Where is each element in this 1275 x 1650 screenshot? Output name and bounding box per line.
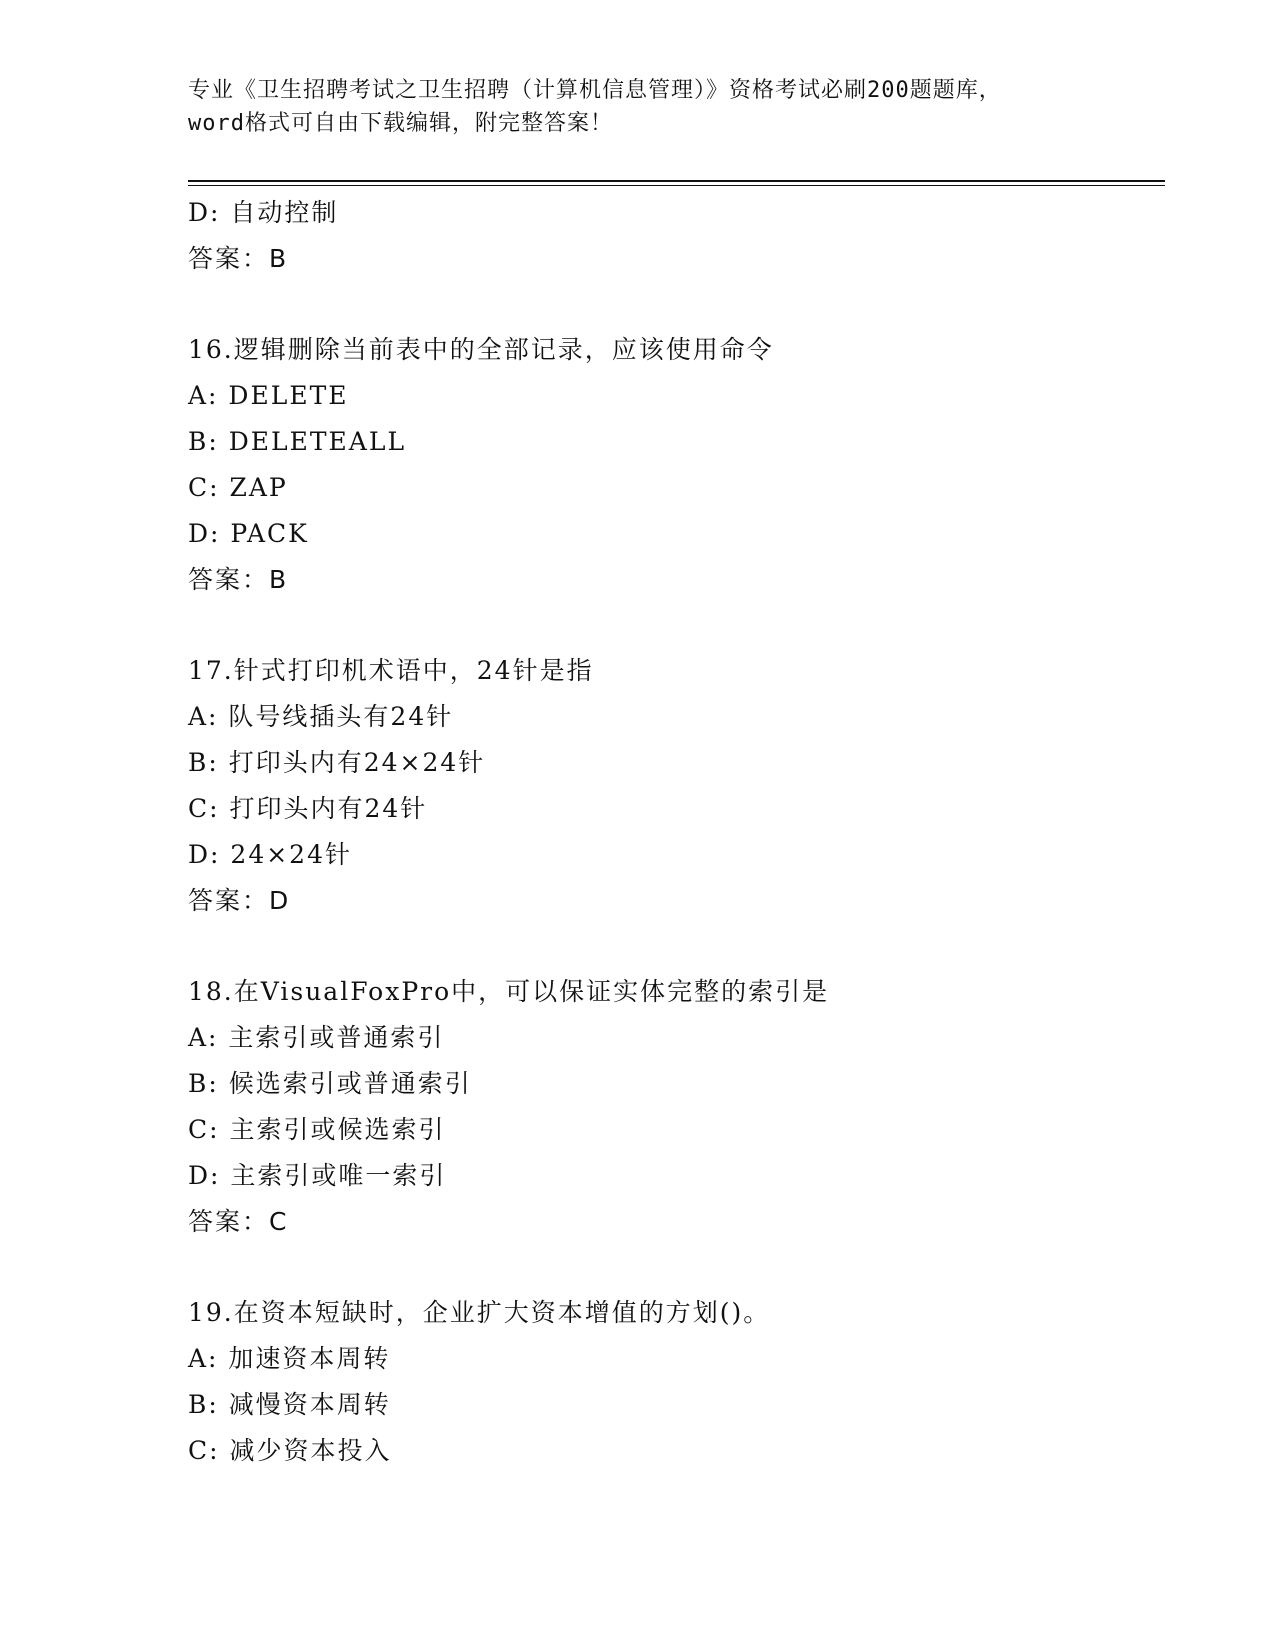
option-b: B: 减慢资本周转 [188,1390,391,1419]
option-c: C: 打印头内有24针 [188,794,428,823]
question-fragment-15 [188,190,1168,282]
spacer [188,1245,1168,1290]
option-d: D: 自动控制 [188,198,339,227]
spacer [188,924,1168,969]
option-c: C: 主索引或候选索引 [188,1115,446,1144]
option-b: B: 候选索引或普通索引 [188,1069,472,1098]
option-b: B: DELETEALL [188,427,407,456]
question-content [188,190,1168,1474]
option-c: C: 减少资本投入 [188,1436,392,1465]
spacer [188,282,1168,327]
header-divider [188,180,1165,186]
option-d: D: 24×24针 [188,840,352,869]
header-title-line-2: word格式可自由下载编辑，附完整答案！ [188,111,613,136]
question-stem: 17.针式打印机术语中，24针是指 [188,656,594,685]
answer-line: 答案：C [188,1207,289,1236]
answer-line: 答案：D [188,886,291,915]
answer-line: 答案：B [188,565,289,594]
option-d: D: PACK [188,519,309,548]
option-a: A: 主索引或普通索引 [188,1023,445,1052]
question-19 [188,1290,1168,1474]
answer-line: 答案：B [188,244,289,273]
option-a: A: 队号线插头有24针 [188,702,454,731]
question-stem: 16.逻辑删除当前表中的全部记录，应该使用命令 [188,335,774,364]
question-18 [188,969,1168,1245]
option-b: B: 打印头内有24×24针 [188,748,486,777]
question-17 [188,648,1168,924]
option-c: C: ZAP [188,473,288,502]
spacer [188,603,1168,648]
question-stem: 18.在VisualFoxPro中，可以保证实体完整的索引是 [188,977,830,1006]
option-d: D: 主索引或唯一索引 [188,1161,447,1190]
question-16 [188,327,1168,603]
page-header [188,74,1108,140]
option-a: A: 加速资本周转 [188,1344,391,1373]
option-a: A: DELETE [188,381,349,410]
header-title-line-1: 专业《卫生招聘考试之卫生招聘（计算机信息管理）》资格考试必刷200题题库， [188,78,1002,103]
question-stem: 19.在资本短缺时，企业扩大资本增值的方划()。 [188,1298,771,1327]
